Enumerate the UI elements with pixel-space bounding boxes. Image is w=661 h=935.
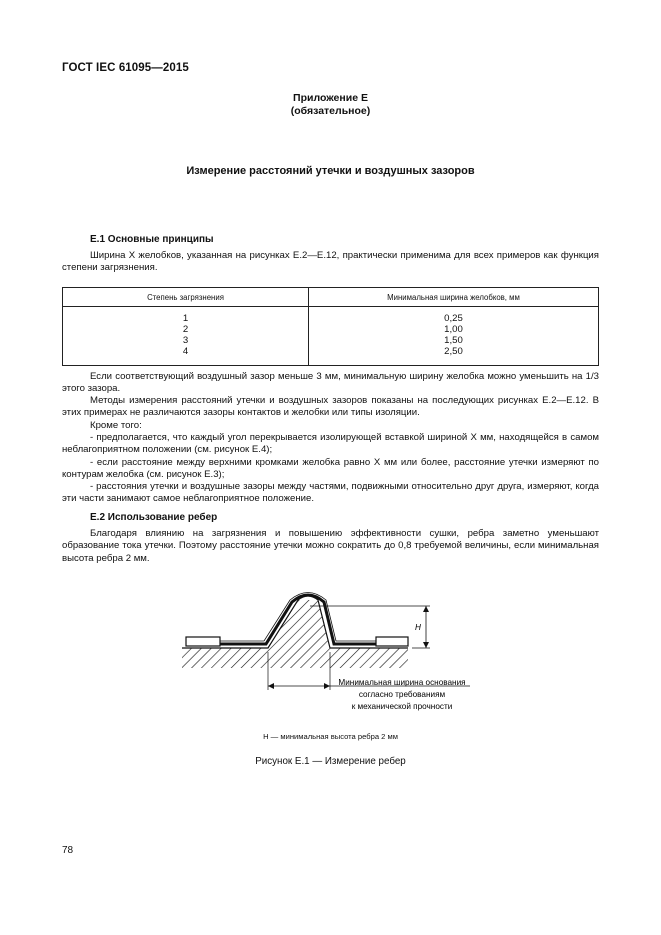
page-title: Измерение расстояний утечки и воздушных зазоров bbox=[186, 165, 475, 177]
table-header-cell: Степень загрязнения bbox=[63, 288, 309, 307]
pollution-degree-table bbox=[62, 287, 599, 366]
bullet-item: - предполагается, что каждый угол перекрывается изолирующей вставкой шириной X мм, находящейся в самом неблагоприятном положении (см. рисунок Е.4); bbox=[62, 432, 599, 456]
paragraph: Методы измерения расстояний утечки и воздушных зазоров показаны на последующих рисунках Е.2—Е.12. В этих примерах не различаются зазоры контактов и желобки или типы изоляции. bbox=[62, 395, 599, 419]
table-cell-degrees bbox=[63, 307, 309, 366]
bullet-item: - если расстояние между верхними кромками желобка равно X мм или более, расстояние утечки измеряют по контурам желобка (см. рисунок Е.3); bbox=[62, 457, 599, 481]
base-width-label-3: к механической прочности bbox=[351, 702, 453, 711]
degree-value: 1 bbox=[182, 313, 189, 324]
table-row bbox=[63, 307, 599, 366]
table-header-row bbox=[63, 288, 599, 307]
appendix-title: Приложение Е bbox=[293, 92, 368, 104]
paragraph: Благодаря влиянию на загрязнения и повышению эффективности сушки, ребра заметно уменьшают образование тока утечки. Поэтому расстояние утечки можно сократить до 0,8 требуемой величины, если минимальная высота ребра 2 мм. bbox=[62, 528, 599, 564]
bullet-item: - расстояния утечки и воздушные зазоры между частями, подвижными относительно друг друга, измеряют, когда эти части занимают самое неблагоприятное положение. bbox=[62, 481, 599, 505]
paragraph: Кроме того: bbox=[90, 420, 142, 431]
rib-diagram bbox=[180, 590, 480, 715]
section1-intro: Ширина X желобков, указанная на рисунках Е.2—Е.12, практически применима для всех примеров как функция степени загрязнения. bbox=[62, 250, 599, 274]
width-value: 2,50 bbox=[444, 346, 463, 357]
electrode-left bbox=[186, 637, 220, 646]
table-header-cell: Минимальная ширина желобков, мм bbox=[309, 288, 599, 307]
base-width-label-2: согласно требованиям bbox=[358, 690, 446, 699]
table-cell-widths bbox=[309, 307, 599, 366]
hatched-base bbox=[182, 600, 408, 668]
rib-figure bbox=[180, 590, 480, 715]
appendix-status: (обязательное) bbox=[290, 105, 371, 117]
base-width-label-1: Минимальная ширина основания bbox=[338, 678, 466, 687]
degree-value: 3 bbox=[182, 335, 189, 346]
width-value: 0,25 bbox=[444, 313, 463, 324]
degree-value: 2 bbox=[182, 324, 189, 335]
height-label: H bbox=[415, 623, 421, 632]
section-heading-e1: Е.1 Основные принципы bbox=[90, 234, 214, 245]
electrode-right bbox=[376, 637, 408, 646]
paragraph: Если соответствующий воздушный зазор меньше 3 мм, минимальную ширину желобка можно уменьшить на 1/3 этого зазора. bbox=[62, 371, 599, 395]
figure-caption: Рисунок Е.1 — Измерение ребер bbox=[255, 756, 406, 767]
appendix-heading bbox=[62, 92, 599, 118]
section-heading-e2: Е.2 Использование ребер bbox=[90, 512, 218, 523]
width-value: 1,00 bbox=[444, 324, 463, 335]
degree-value: 4 bbox=[182, 346, 189, 357]
standard-header: ГОСТ IEC 61095—2015 bbox=[62, 62, 189, 74]
page-number: 78 bbox=[62, 845, 74, 856]
width-value: 1,50 bbox=[444, 335, 463, 346]
figure-note: H — минимальная высота ребра 2 мм bbox=[263, 732, 398, 741]
